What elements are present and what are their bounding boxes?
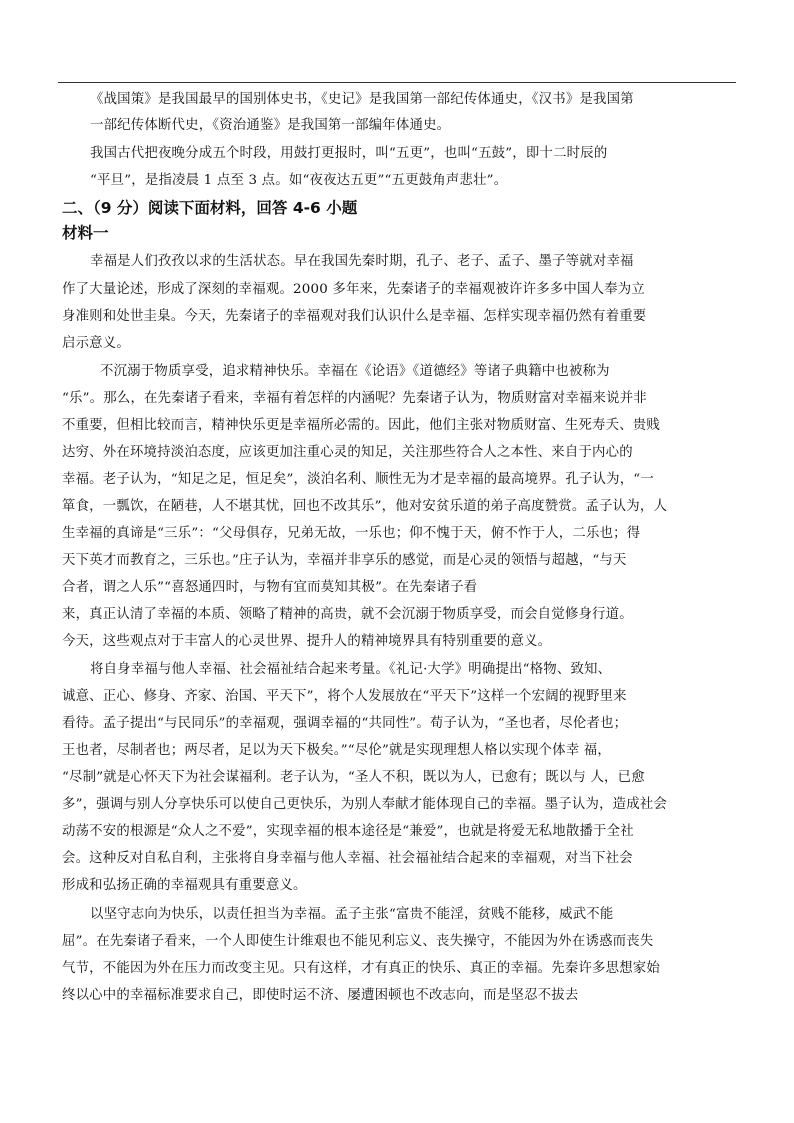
body-line: 看待。孟子提出“与民同乐”的幸福观，强调幸福的“共同性”。荀子认为，“圣也者，尽伦者也； <box>62 716 628 731</box>
body-line: 幸福是人们孜孜以求的生活状态。早在我国先秦时期，孔子、老子、孟子、墨子等就对幸福 <box>90 254 634 269</box>
header-rule <box>58 82 736 83</box>
body-line: “乐”。那么，在先秦诸子看来，幸福有着怎样的内涵呢？先秦诸子认为，物质财富对幸福来说并非 <box>62 391 647 406</box>
body-line: 生幸福的真谛是“三乐”：“父母俱存，兄弟无故，一乐也；仰不愧于天，俯不怍于人，二乐也；得 <box>62 526 641 541</box>
intro-line-4: “平旦”，是指凌晨 1 点至 3 点。如“夜夜达五更”“五更鼓角声悲壮”。 <box>90 173 508 188</box>
body-line: 形成和弘扬正确的幸福观具有重要意义。 <box>62 878 307 893</box>
body-line: 今天，这些观点对于丰富人的心灵世界、提升人的精神境界具有特别重要的意义。 <box>62 634 552 649</box>
body-line: 将自身幸福与他人幸福、社会福祉结合起来考量。《礼记·大学》明确提出“格物、致知、 <box>90 662 612 677</box>
body-line: 不重要，但相比较而言，精神快乐更是幸福所必需的。因此，他们主张对物质财富、生死寿夭、贵贱 <box>62 418 660 433</box>
body-line: 诚意、正心、修身、齐家、治国、平天下”，将个人发展放在“平天下”这样一个宏阔的视野里来 <box>62 689 627 704</box>
body-line: 多”，强调与别人分享快乐可以使自己更快乐，为别人奉献才能体现自己的幸福。墨子认为，造成社会 <box>62 797 668 812</box>
material-title: 材料一 <box>62 224 109 242</box>
body-line: 来，真正认清了幸福的本质、领略了精神的高贵，就不会沉溺于物质享受，而会自觉修身行道。 <box>62 607 633 622</box>
intro-line-3: 我国古代把夜晚分成五个时段，用鼓打更报时，叫“五更”，也叫“五鼓”，即十二时辰的 <box>90 146 608 161</box>
body-line: 王也者，尽制者也；两尽者，足以为天下极矣。”“尽伦”就是实现理想人格以实现个体幸 福， <box>62 743 611 758</box>
body-line: 以坚守志向为快乐，以责任担当为幸福。孟子主张“富贵不能淫，贫贱不能移，威武不能 <box>90 907 614 922</box>
body-line: 气节，不能因为外在压力而改变主见。只有这样，才有真正的快乐、真正的幸福。先秦许多思想家始 <box>62 961 660 976</box>
body-line: 天下英才而教育之，三乐也。”庄子认为，幸福并非享乐的感觉，而是心灵的领悟与超越，“与天 <box>62 553 627 568</box>
body-line: 箪食，一瓢饮，在陋巷，人不堪其忧，回也不改其乐”，他对安贫乐道的弟子高度赞赏。孟子认为，人 <box>62 499 668 514</box>
body-line: 启示意义。 <box>62 336 130 351</box>
intro-line-2: 一部纪传体断代史，《资治通鉴》是我国第一部编年体通史。 <box>90 118 451 133</box>
body-line: 身准则和处世圭臬。今天，先秦诸子的幸福观对我们认识什么是幸福、怎样实现幸福仍然有着重要 <box>62 309 647 324</box>
section-heading: 二、（9 分）阅读下面材料，回答 4-6 小题 <box>62 199 358 217</box>
body-line: 不沉溺于物质享受，追求精神快乐。幸福在《论语》《道德经》等诸子典籍中也被称为 <box>100 364 610 379</box>
body-line: 作了大量论述，形成了深刻的幸福观。2000 多年来，先秦诸子的幸福观被许许多多中国人奉为立 <box>62 282 645 297</box>
body-line: 终以心中的幸福标准要求自己，即使时运不济、屡遭困顿也不改志向，而是坚忍不拔去 <box>62 988 579 1003</box>
body-line: 会。这种反对自私自利，主张将自身幸福与他人幸福、社会福祉结合起来的幸福观，对当下社会 <box>62 851 633 866</box>
body-line: 屈”。在先秦诸子看来，一个人即使生计维艰也不能见利忘义、丧失操守，不能因为外在诱惑而丧失 <box>62 934 654 949</box>
body-line: 达穷、外在环境持淡泊态度，应该更加注重心灵的知足，关注那些符合人之本性、来自于内心的 <box>62 445 633 460</box>
body-line: 动荡不安的根源是“众人之不爱”，实现幸福的根本途径是“兼爱”，也就是将爱无私地散播于全社 <box>62 824 634 839</box>
intro-line-1: 《战国策》是我国最早的国别体史书，《史记》是我国第一部纪传体通史，《汉书》是我国第 <box>90 92 634 107</box>
body-line: “尽制”就是心怀天下为社会谋福利。老子认为，“圣人不积，既以为人，已愈有；既以与 人，已愈 <box>62 770 645 785</box>
body-line: 合者，谓之人乐”“喜怒通四时，与物有宜而莫知其极”。在先秦诸子看 <box>62 580 478 595</box>
body-line: 幸福。老子认为，“知足之足，恒足矣”，淡泊名利、顺性无为才是幸福的最高境界。孔子认为，“一 <box>62 472 654 487</box>
